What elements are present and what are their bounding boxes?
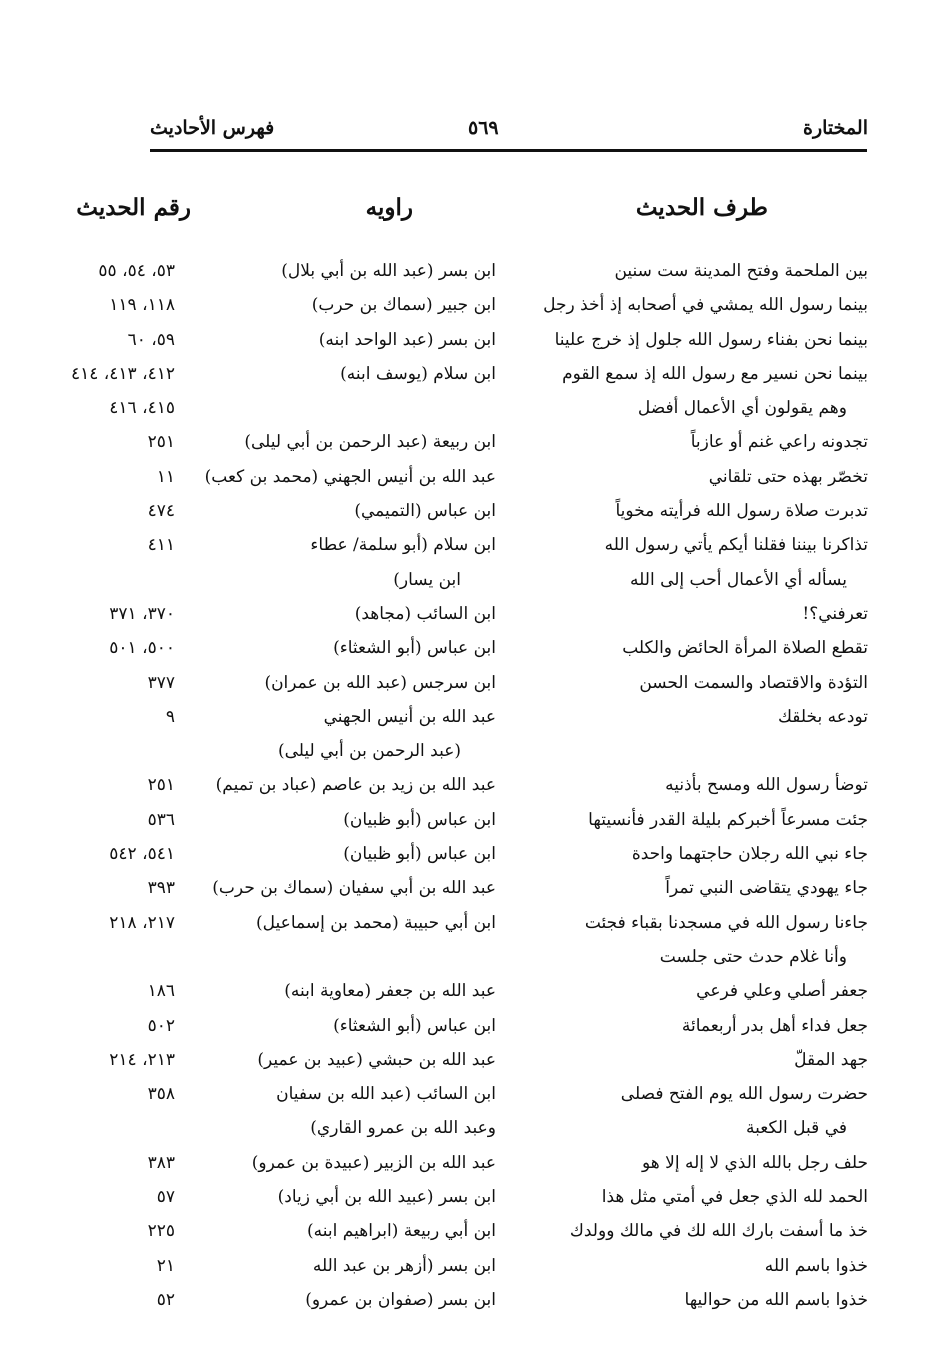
hadith-text: تذاكرنا بيننا فقلنا أيكم يأتي رسول الله <box>604 535 868 556</box>
hadith-text: التؤدة والاقتصاد والسمت الحسن <box>639 672 868 693</box>
narrator-text: ابن سلام (يوسف ابنه) <box>340 363 496 384</box>
hadith-text: تودعه بخلقك <box>777 706 868 727</box>
hadith-text: توضأ رسول الله ومسح بأذنيه <box>665 775 868 796</box>
table-row <box>0 803 941 837</box>
narrator-text: ابن جبير (سماك بن حرب) <box>311 295 496 316</box>
index-table <box>0 254 941 1317</box>
narrator-text: عبد الله بن أنيس الجهني <box>323 706 496 727</box>
table-row <box>0 1180 941 1214</box>
hadith-number: ٥٣٦ <box>147 809 175 830</box>
hadith-number: ٥٣، ٥٤، ٥٥ <box>98 261 175 281</box>
hadith-text: تعرفني؟! <box>802 603 868 624</box>
narrator-text: ابن بسر (عبد الواحد ابنه) <box>318 329 496 350</box>
narrator-text: ابن يسار) <box>393 569 461 590</box>
hadith-number: ٣٧٧ <box>147 672 175 693</box>
narrator-text: عبد الله بن جعفر (معاوية ابنه) <box>284 981 496 1002</box>
narrator-text: ابن السائب (مجاهد) <box>354 603 496 624</box>
table-row <box>0 1214 941 1248</box>
page-number: ٥٦٩ <box>468 117 499 139</box>
table-row <box>0 460 941 494</box>
table-row <box>0 768 941 802</box>
hadith-number: ٢١ <box>156 1255 175 1276</box>
narrator-text: ابن أبي ربيعة (ابراهيم ابنه) <box>307 1221 496 1242</box>
hadith-text: حلف رجل بالله الذي لا إله إلا هو <box>642 1152 868 1173</box>
hadith-text: تخصّر بهذه حتى تلقاني <box>708 466 868 487</box>
hadith-text: حضرت رسول الله يوم الفتح فصلى <box>620 1084 868 1105</box>
table-row <box>0 425 941 459</box>
hadith-number: ٤١٢، ٤١٣، ٤١٤ <box>71 363 175 384</box>
hadith-number: ٣٥٨ <box>147 1084 175 1105</box>
narrator-text: عبد الله بن الزبير (عبيدة بن عمرو) <box>251 1152 496 1173</box>
narrator-text: (عبد الرحمن بن أبي ليلى) <box>277 741 461 762</box>
hadith-number: ٢١٣، ٢١٤ <box>109 1049 175 1070</box>
table-row <box>0 1283 941 1317</box>
column-header-number: رقم الحديث <box>76 194 191 221</box>
narrator-text: ابن بسر (عبد الله بن أبي بلال) <box>281 261 496 281</box>
hadith-number: ٢١٧، ٢١٨ <box>109 912 175 933</box>
hadith-text: خذوا باسم الله <box>764 1255 868 1276</box>
table-row <box>0 254 941 288</box>
narrator-text: ابن سلام (أبو سلمة/ عطاء <box>310 535 496 556</box>
table-row <box>0 974 941 1008</box>
table-row <box>0 391 941 425</box>
hadith-number: ١١٨، ١١٩ <box>109 295 175 316</box>
table-row <box>0 528 941 562</box>
hadith-number: ٤٧٤ <box>147 501 175 522</box>
hadith-number: ٢٥١ <box>147 432 175 453</box>
table-row <box>0 1249 941 1283</box>
table-row <box>0 1009 941 1043</box>
table-row <box>0 323 941 357</box>
hadith-text: يسأله أي الأعمال أحب إلى الله <box>630 569 847 590</box>
narrator-text: عبد الله بن أنيس الجهني (محمد بن كعب) <box>204 466 496 487</box>
table-row <box>0 666 941 700</box>
table-row <box>0 1146 941 1180</box>
hadith-text: جهد المقلّ <box>794 1049 868 1070</box>
book-title: المختارة <box>803 117 868 139</box>
hadith-number: ٣٨٣ <box>147 1152 175 1173</box>
hadith-text: جاء يهودي يتقاضى النبي تمراً <box>665 878 868 899</box>
narrator-text: ابن عباس (التميمي) <box>354 501 496 522</box>
hadith-number: ٤١٥، ٤١٦ <box>109 398 175 419</box>
table-row <box>0 1111 941 1145</box>
hadith-text: وأنا غلام حدث حتى جلست <box>659 946 847 967</box>
hadith-number: ٥٠٢ <box>147 1015 175 1036</box>
hadith-text: تجدونه راعي غنم أو عازباً <box>690 432 868 453</box>
hadith-text: جئت مسرعاً أخبركم بليلة القدر فأنسيتها <box>588 809 868 830</box>
column-header-hadith: طرف الحديث <box>635 194 768 221</box>
table-row <box>0 940 941 974</box>
hadith-number: ٥٤١، ٥٤٢ <box>109 844 175 865</box>
header-rule <box>150 149 867 152</box>
hadith-number: ٣٧٠، ٣٧١ <box>109 603 175 624</box>
hadith-text: خذوا باسم الله من حواليها <box>684 1289 868 1310</box>
table-row <box>0 288 941 322</box>
hadith-number: ٢٥١ <box>147 775 175 796</box>
table-row <box>0 1077 941 1111</box>
hadith-number: ٥٠٠، ٥٠١ <box>109 638 175 659</box>
table-row <box>0 631 941 665</box>
hadith-number: ٥٩، ٦٠ <box>127 329 175 350</box>
hadith-number: ٥٢ <box>156 1289 175 1310</box>
hadith-text: جعفر أصلي وعلي فرعي <box>696 981 868 1002</box>
hadith-text: بينما نحن نسير مع رسول الله إذ سمع القوم <box>562 363 868 384</box>
hadith-text: بينما رسول الله يمشي في أصحابه إذ أخذ رجل <box>543 295 868 316</box>
narrator-text: وعبد الله بن عمرو القاري) <box>310 1118 496 1139</box>
table-row <box>0 1043 941 1077</box>
hadith-text: تقطع الصلاة المرأة الحائض والكلب <box>622 638 868 659</box>
hadith-number: ٥٧ <box>156 1187 175 1208</box>
narrator-text: عبد الله بن زيد بن عاصم (عباد بن تميم) <box>215 775 496 796</box>
hadith-text: خذ ما أسفت بارك الله لك في مالك وولدك <box>569 1221 868 1242</box>
narrator-text: عبد الله بن أبي سفيان (سماك بن حرب) <box>212 878 496 899</box>
narrator-text: ابن بسر (عبيد الله بن أبي زياد) <box>277 1187 496 1208</box>
hadith-number: ١١ <box>156 466 175 487</box>
table-row <box>0 837 941 871</box>
hadith-text: الحمد لله الذي جعل في أمتي مثل هذا <box>601 1187 868 1208</box>
hadith-text: في قبل الكعبة <box>746 1118 847 1139</box>
table-row <box>0 700 941 734</box>
narrator-text: عبد الله بن حبشي (عبيد بن عمير) <box>257 1049 496 1070</box>
narrator-text: ابن عباس (أبو ظبيان) <box>343 844 496 865</box>
index-title: فهرس الأحاديث <box>150 117 275 139</box>
hadith-text: تدبرت صلاة رسول الله فرأيته مخوياً <box>615 501 868 522</box>
table-row <box>0 494 941 528</box>
hadith-text: وهم يقولون أي الأعمال أفضل <box>637 398 847 419</box>
hadith-text: جعل فداء أهل بدر أربعمائة <box>681 1015 868 1036</box>
hadith-number: ١٨٦ <box>147 981 175 1002</box>
narrator-text: ابن عباس (أبو الشعثاء) <box>333 638 496 659</box>
narrator-text: ابن بسر (أزهر بن عبد الله <box>312 1255 496 1276</box>
hadith-text: بينما نحن بفناء رسول الله جلول إذ خرج علينا <box>554 329 868 350</box>
hadith-number: ٩ <box>165 706 175 727</box>
narrator-text: ابن أبي حبيبة (محمد بن إسماعيل) <box>256 912 496 933</box>
table-row <box>0 734 941 768</box>
hadith-number: ٣٩٣ <box>147 878 175 899</box>
table-row <box>0 357 941 391</box>
hadith-text: جاءنا رسول الله في مسجدنا بقباء فجئت <box>584 912 868 933</box>
narrator-text: ابن السائب (عبد الله بن سفيان <box>276 1084 496 1105</box>
hadith-number: ٢٢٥ <box>147 1221 175 1242</box>
narrator-text: ابن سرجس (عبد الله بن عمران) <box>264 672 496 693</box>
table-row <box>0 563 941 597</box>
table-row <box>0 597 941 631</box>
column-header-narrator: راويه <box>365 194 413 221</box>
narrator-text: ابن بسر (صفوان بن عمرو) <box>305 1289 496 1310</box>
table-row <box>0 906 941 940</box>
hadith-text: بين الملحمة وفتح المدينة ست سنين <box>614 261 868 281</box>
narrator-text: ابن ربيعة (عبد الرحمن بن أبي ليلى) <box>244 432 496 453</box>
narrator-text: ابن عباس (أبو ظبيان) <box>343 809 496 830</box>
hadith-number: ٤١١ <box>147 535 175 556</box>
hadith-text: جاء نبي الله رجلان حاجتهما واحدة <box>631 844 868 865</box>
narrator-text: ابن عباس (أبو الشعثاء) <box>333 1015 496 1036</box>
table-row <box>0 871 941 905</box>
